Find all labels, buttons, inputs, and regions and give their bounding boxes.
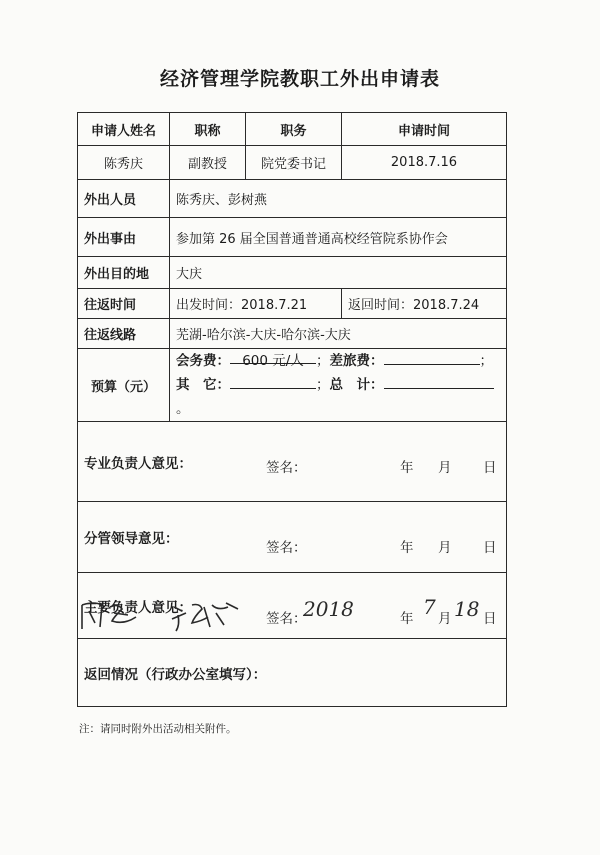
applicant-name-value: 陈秀庆 bbox=[78, 146, 170, 180]
reason-row bbox=[78, 218, 507, 257]
major-opinion-row bbox=[78, 422, 507, 502]
leader-year-label: 年 bbox=[400, 540, 414, 556]
route-label: 往返线路 bbox=[78, 319, 170, 349]
post-header: 职务 bbox=[246, 113, 342, 146]
budget-end-2: 。 bbox=[176, 401, 190, 417]
header-row bbox=[78, 113, 507, 146]
people-value: 陈秀庆、彭树燕 bbox=[170, 180, 507, 218]
apply-time-header: 申请时间 bbox=[342, 113, 507, 146]
budget-label: 预算（元） bbox=[78, 349, 170, 422]
return-info-label: 返回情况（行政办公室填写）： bbox=[84, 666, 267, 683]
reason-label: 外出事由 bbox=[78, 218, 170, 257]
budget-row bbox=[78, 349, 507, 422]
major-sign-label: 签名： bbox=[266, 460, 307, 476]
route-value: 芜湖-哈尔滨-大庆-哈尔滨-大庆 bbox=[170, 319, 507, 349]
major-month-label: 月 bbox=[438, 460, 452, 476]
main-day-label: 日 bbox=[483, 611, 497, 627]
round-trip-time-label: 往返时间 bbox=[78, 289, 170, 319]
conference-fee-value: 600 元/人 bbox=[230, 349, 316, 364]
total-label: 总 计： bbox=[329, 377, 384, 393]
reason-value: 参加第 26 届全国普通普通高校经管院系协作会 bbox=[170, 218, 507, 257]
budget-details bbox=[170, 349, 507, 422]
main-sign-label: 签名： bbox=[266, 611, 307, 627]
footnote: 注：请同时附外出活动相关附件。 bbox=[79, 723, 237, 735]
main-opinion-label: 主要负责人意见： bbox=[84, 599, 192, 616]
leader-opinion-label: 分管领导意见： bbox=[84, 531, 179, 547]
major-day-label: 日 bbox=[483, 460, 497, 476]
budget-end-1: ； bbox=[479, 353, 493, 369]
handwritten-month: 7 bbox=[423, 595, 436, 619]
other-fee-blank bbox=[230, 374, 316, 389]
return-info-cell bbox=[78, 639, 507, 707]
leader-opinion-row bbox=[78, 502, 507, 573]
major-year-label: 年 bbox=[400, 460, 414, 476]
leader-month-label: 月 bbox=[438, 540, 452, 556]
depart-time: 出发时间：2018.7.21 bbox=[170, 289, 342, 319]
major-opinion-label: 专业负责人意见： bbox=[84, 455, 192, 472]
people-row bbox=[78, 180, 507, 218]
form-title: 经济管理学院教职工外出申请表 bbox=[159, 68, 440, 90]
budget-line-2 bbox=[176, 373, 500, 421]
handwritten-year: 2018 bbox=[303, 597, 354, 621]
post-value: 院党委书记 bbox=[246, 146, 342, 180]
destination-value: 大庆 bbox=[170, 257, 507, 289]
leader-opinion-cell bbox=[78, 502, 507, 573]
major-opinion-cell bbox=[78, 422, 507, 502]
leader-day-label: 日 bbox=[483, 540, 497, 556]
budget-separator-1: ； bbox=[316, 353, 330, 369]
round-trip-time-row bbox=[78, 289, 507, 319]
destination-label: 外出目的地 bbox=[78, 257, 170, 289]
applicant-row bbox=[78, 146, 507, 180]
title-rank-value: 副教授 bbox=[170, 146, 246, 180]
people-label: 外出人员 bbox=[78, 180, 170, 218]
handwritten-approval-signature bbox=[78, 591, 268, 635]
leader-sign-label: 签名： bbox=[266, 540, 307, 556]
title-rank-header: 职称 bbox=[170, 113, 246, 146]
apply-time-value: 2018.7.16 bbox=[342, 146, 507, 180]
destination-row bbox=[78, 257, 507, 289]
application-form bbox=[77, 112, 507, 707]
travel-fee-label: 差旅费： bbox=[329, 353, 384, 369]
handwritten-day: 18 bbox=[454, 597, 480, 621]
route-row bbox=[78, 319, 507, 349]
travel-fee-blank bbox=[384, 350, 480, 365]
main-opinion-row bbox=[78, 573, 507, 639]
applicant-name-header: 申请人姓名 bbox=[78, 113, 170, 146]
main-year-label: 年 bbox=[400, 611, 414, 627]
main-opinion-cell bbox=[78, 573, 507, 639]
other-fee-label: 其 它： bbox=[176, 377, 230, 393]
total-blank bbox=[384, 374, 494, 389]
budget-separator-2: ； bbox=[316, 377, 330, 393]
main-month-label: 月 bbox=[438, 611, 452, 627]
return-time: 返回时间：2018.7.24 bbox=[342, 289, 507, 319]
budget-line-1 bbox=[176, 349, 500, 373]
conference-fee-label: 会务费： bbox=[176, 353, 230, 369]
return-info-row bbox=[78, 639, 507, 707]
